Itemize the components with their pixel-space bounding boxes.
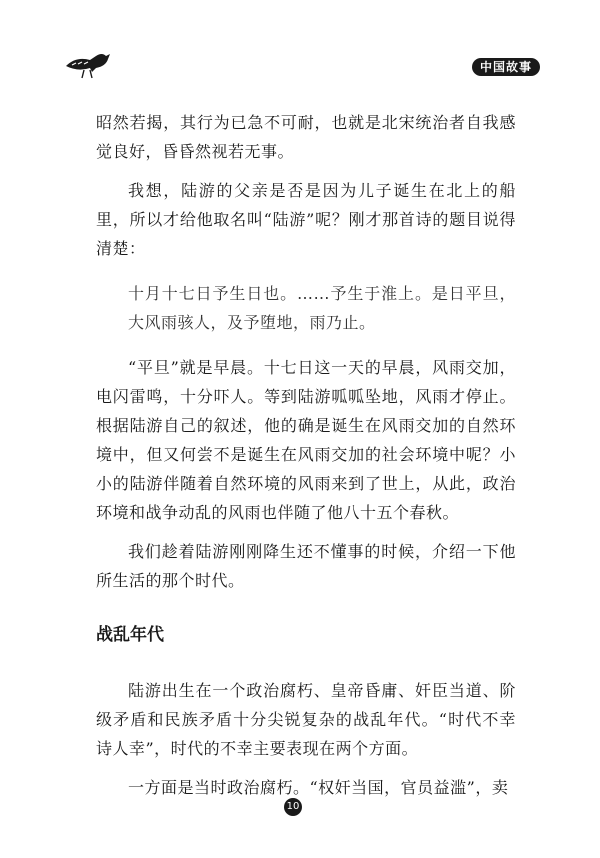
paragraph: 昭然若揭，其行为已急不可耐，也就是北宋统治者自我感觉良好，昏昏然视若无事。	[96, 113, 516, 161]
paragraph: 一方面是当时政治腐朽。“权奸当国，官员益滥”，卖	[128, 778, 509, 797]
section-heading: 战乱年代	[96, 625, 164, 645]
paragraph: 陆游出生在一个政治腐朽、皇帝昏庸、奸臣当道、阶级矛盾和民族矛盾十分尖锐复杂的战乱年代。“时代不幸诗人幸”，时代的不幸主要表现在两个方面。	[96, 681, 516, 758]
series-badge: 中国故事	[472, 58, 540, 76]
bird-logo-icon	[62, 48, 114, 80]
paragraph: 我们趁着陆游刚刚降生还不懂事的时候，介绍一下他所生活的那个时代。	[96, 542, 516, 590]
page-content	[96, 108, 516, 802]
paragraph: “平旦”就是早晨。十七日这一天的早晨，风雨交加，电闪雷鸣，十分吓人。等到陆游呱呱坠地，风雨才停止。根据陆游自己的叙述，他的确是诞生在风雨交加的自然环境中，但又何尝不是诞生在风雨交加的社会环境中呢？小小的陆游伴随着自然环境的风雨来到了世上，从此，政治环境和战争动乱的风雨也伴随了他八十五个春秋。	[96, 358, 516, 522]
page-number: 10	[284, 798, 302, 816]
poem-preface-quote: 十月十七日予生日也。……予生于淮上。是日平旦，大风雨骇人，及予堕地，雨乃止。	[128, 284, 516, 332]
paragraph: 我想，陆游的父亲是否是因为儿子诞生在北上的船里，所以才给他取名叫“陆游”呢？刚才那首诗的题目说得清楚：	[96, 181, 516, 258]
